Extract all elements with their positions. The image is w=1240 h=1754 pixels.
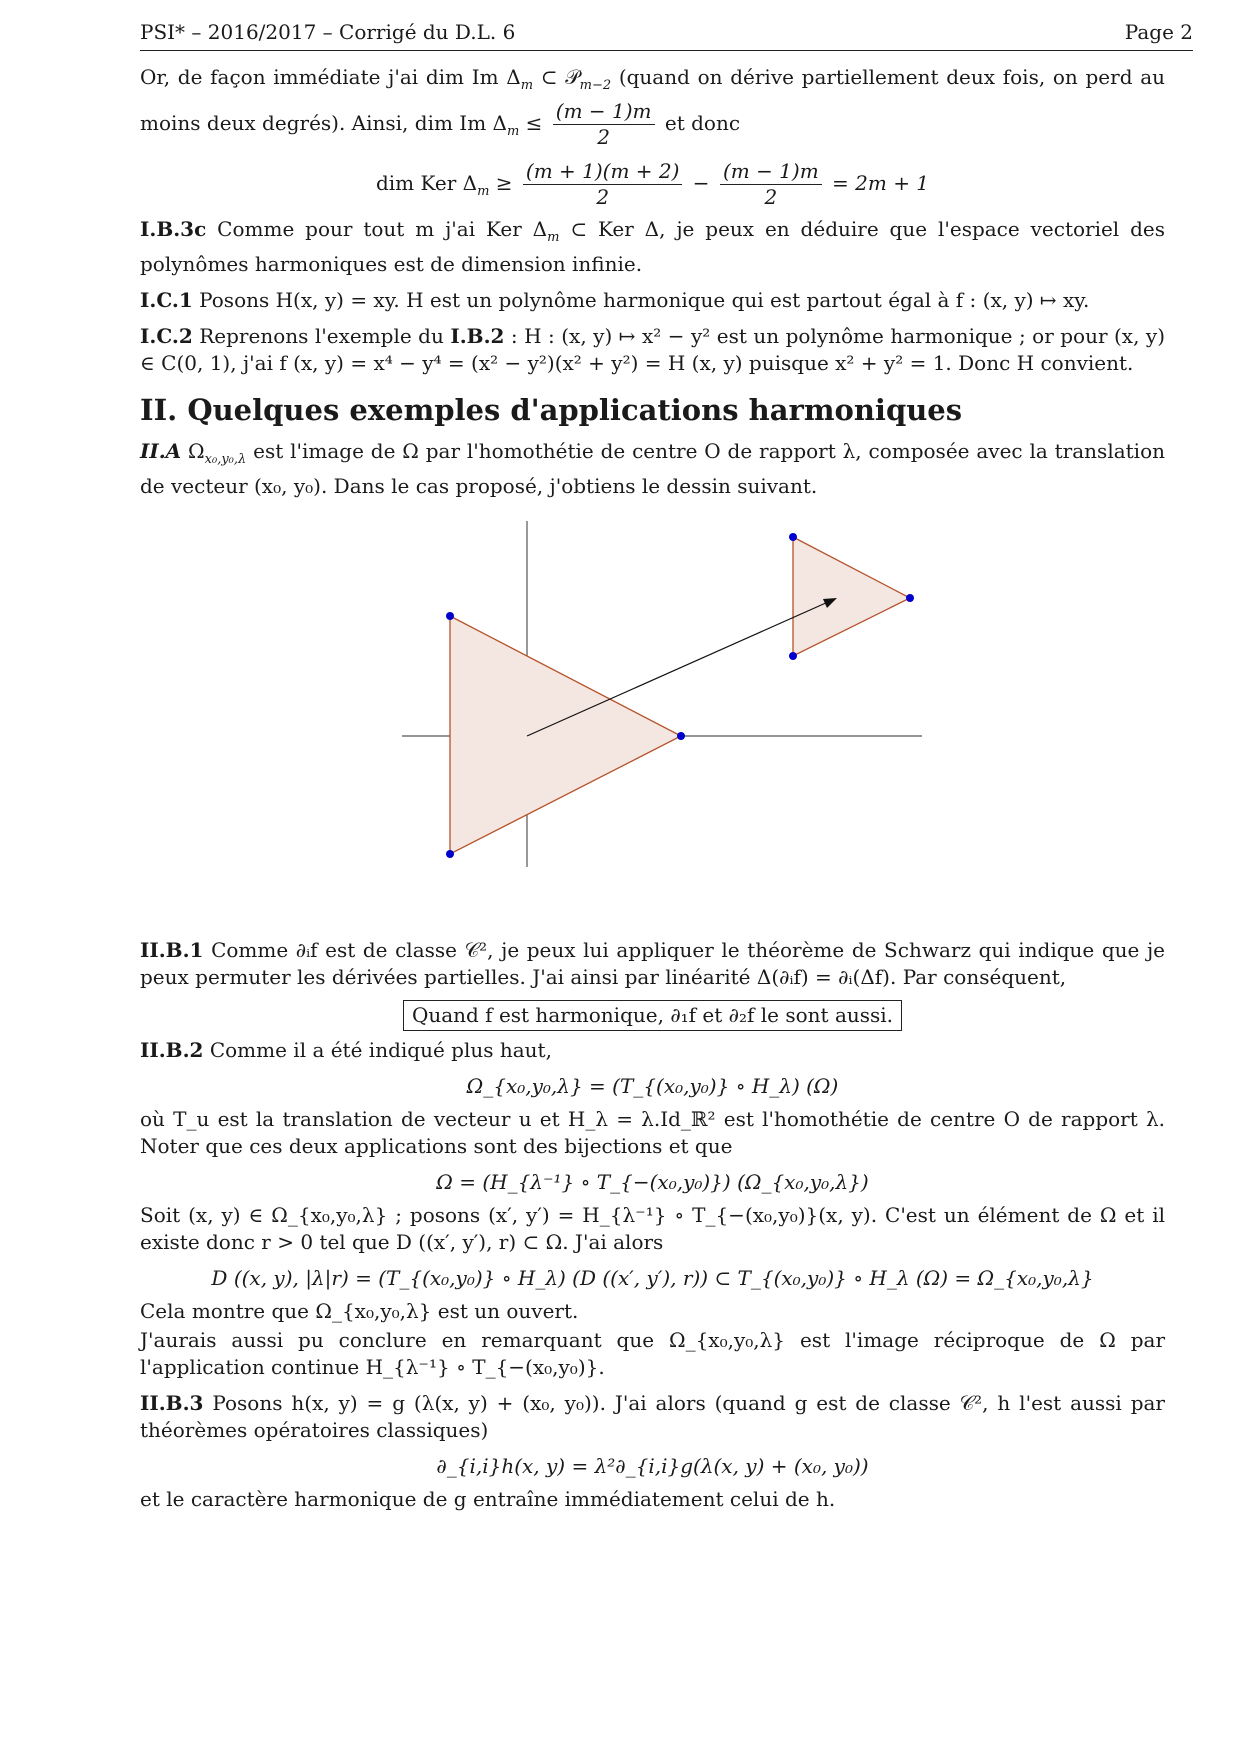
section-title: II. Quelques exemples d'applications harmoniques (140, 393, 963, 427)
equation-omega: Ω_{x₀,y₀,λ} = (T_{(x₀,y₀)} ∘ H_λ) (Ω) (466, 1074, 839, 1098)
paragraph-IIB1: II.B.1 Comme ∂ᵢf est de classe 𝒞², je peux lui appliquer le théorème de Schwarz qui indique que je peux permuter les dérivées partielles. J'ai ainsi par linéarité Δ(∂ᵢf) = ∂ᵢ(Δf). Par conséquent, (140, 938, 1165, 989)
equation-laplacian: ∂_{i,i}h(x, y) = λ²∂_{i,i}g(λ(x, y) + (x₀, y₀)) (436, 1454, 869, 1478)
vertex-point (789, 652, 797, 660)
boxed-result: Quand f est harmonique, ∂₁f et ∂₂f le sont aussi. (140, 1000, 1165, 1031)
equation-disk: D ((x, y), |λ|r) = (T_{(x₀,y₀)} ∘ H_λ) (D ((x′, y′), r)) ⊂ T_{(x₀,y₀)} ∘ H_λ (Ω) = Ω_{x₀,y₀,λ} (211, 1266, 1094, 1290)
page-number: Page 2 (1124, 20, 1193, 44)
translation-vector (527, 602, 828, 736)
paragraph-IB3c: I.B.3c Comme pour tout m j'ai Ker $\Delta_m$ ⊂ Ker Δ, je peux en déduire que l'espace vectoriel des polynômes harmoniques est de dimension infinie. (140, 217, 1165, 276)
equation-dim-ker: dim Ker $\Delta_m$ ≥ $\frac{(m + 1)(m + 2)}{2}$ − $\frac{(m - 1)m}{2}$ = 2m + 1 (375, 159, 930, 209)
paragraph-dim-image: Or, de façon immédiate j'ai dim Im $\Delta_m$ ⊂ 𝒫$_{m-2}$ (quand on dérive partiellement deux fois, on perd au moins deux degrés). Ainsi, dim Im $\Delta_m$ ≤ $\frac{(m - 1)m}{2}$ et donc (140, 65, 1166, 149)
triangle-omega (450, 616, 681, 854)
paragraph-IIB3: II.B.3 Posons h(x, y) = g (λ(x, y) + (x₀, y₀)). J'ai alors (quand g est de classe 𝒞², h l'est aussi par théorèmes opératoires classiques) (140, 1391, 1165, 1442)
equation-omega-inverse: Ω = (H_{λ⁻¹} ∘ T_{−(x₀,y₀)}) (Ω_{x₀,y₀,λ}) (436, 1170, 869, 1194)
triangle-figure (140, 509, 1165, 929)
fraction: $\frac{(m - 1)m}{2}$ (553, 99, 655, 150)
paragraph-IIB2-disk: Soit (x, y) ∈ Ω_{x₀,y₀,λ} ; posons (x′, y′) = H_{λ⁻¹} ∘ T_{−(x₀,y₀)}(x, y). C'est un élément de Ω et il existe donc r > 0 tel que D ((x′, y′), r) ⊂ Ω. J'ai alors (140, 1203, 1165, 1254)
paragraph-IIB2-translation: où T_u est la translation de vecteur u et H_λ = λ.Id_ℝ² est l'homothétie de centre O de rapport λ. Noter que ces deux applications sont des bijections et que (140, 1107, 1165, 1158)
triangle-image (793, 537, 910, 656)
paragraph-IC2: I.C.2 Reprenons l'exemple du I.B.2 : H : (x, y) ↦ x² − y² est un polynôme harmonique ; or pour (x, y) ∈ C(0, 1), j'ai f (x, y) = x⁴ − y⁴ = (x² − y²)(x² + y²) = H (x, y) puisque x² + y² = 1. Donc H convient. (140, 324, 1166, 375)
vertex-point (446, 850, 454, 858)
paragraph-IC1: I.C.1 Posons H(x, y) = xy. H est un polynôme harmonique qui est partout égal à f : (x, y) ↦ xy. (140, 288, 1090, 312)
vertex-point (446, 612, 454, 620)
paragraph-final: et le caractère harmonique de g entraîne immédiatement celui de h. (140, 1487, 836, 1511)
document-body (140, 64, 1165, 1522)
paragraph-IIA: II.A $\Omega_{x_0,y_0,\lambda}$ est l'image de Ω par l'homothétie de centre O de rapport λ, composée avec la translation de vecteur (x₀, y₀). Dans le cas proposé, j'obtiens le dessin suivant. (140, 439, 1165, 498)
paragraph-IIB2: II.B.2 Comme il a été indiqué plus haut, (140, 1038, 552, 1062)
page-header (140, 18, 1193, 51)
vertex-point (906, 594, 914, 602)
vertex-point (789, 533, 797, 541)
paragraph-IIB2-alt: J'aurais aussi pu conclure en remarquant que Ω_{x₀,y₀,λ} est l'image réciproque de Ω par l'application continue H_{λ⁻¹} ∘ T_{−(x₀,y₀)}. (140, 1328, 1165, 1379)
header-title: PSI* – 2016/2017 – Corrigé du D.L. 6 (140, 20, 516, 44)
vertex-point (677, 732, 685, 740)
figure-svg (140, 509, 1165, 929)
paragraph-IIB2-open: Cela montre que Ω_{x₀,y₀,λ} est un ouvert. (140, 1299, 579, 1323)
